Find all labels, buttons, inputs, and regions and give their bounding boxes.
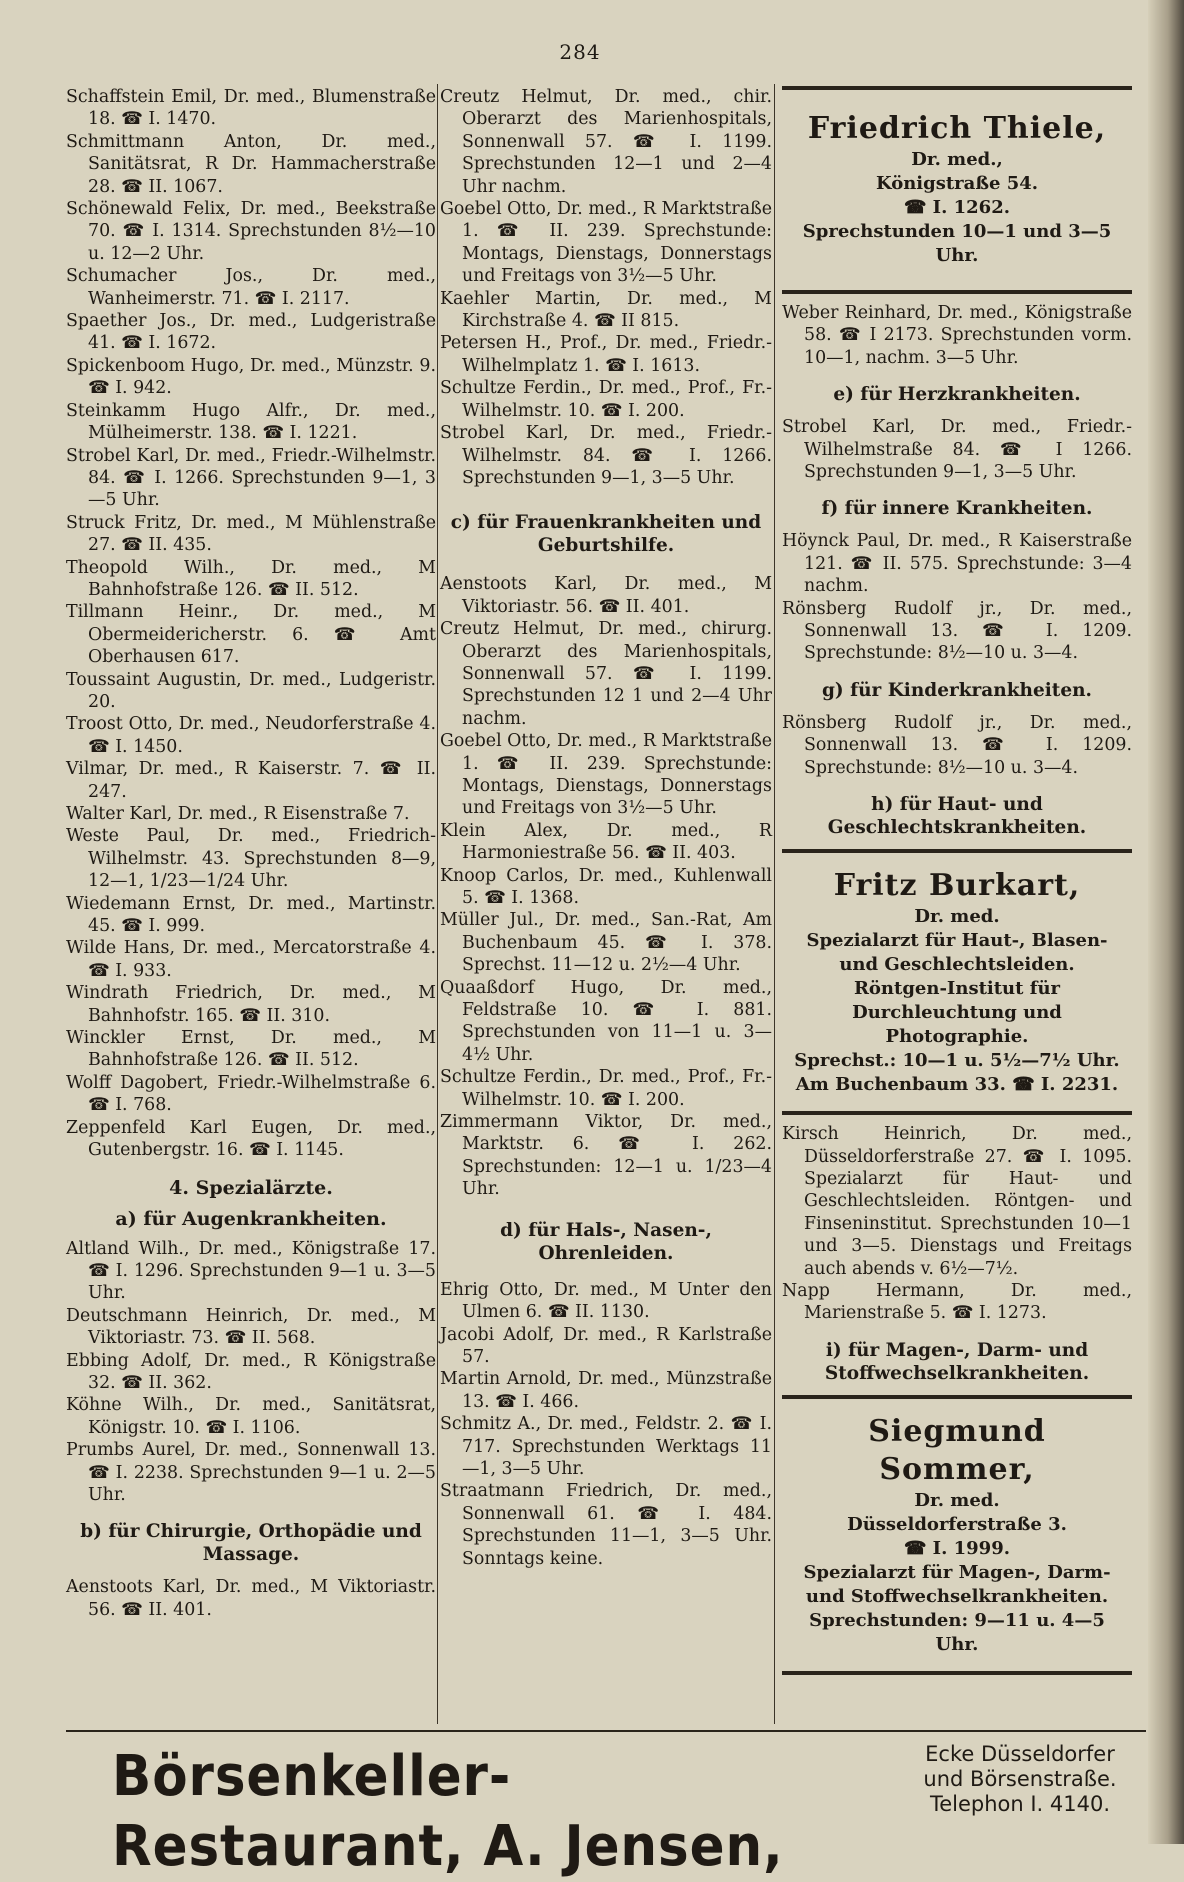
directory-entry: Toussaint Augustin, Dr. med., Ludgeristr. 20. <box>66 669 436 712</box>
directory-entry: Theopold Wilh., Dr. med., M Bahnhofstraße 126. ☎ II. 512. <box>66 557 436 600</box>
ad-phone: ☎ I. 1262. <box>903 197 1010 218</box>
footer-restaurant-name: Börsenkeller-Restaurant, A. Jensen, <box>112 1744 784 1879</box>
directory-entry: Aenstoots Karl, Dr. med., M Viktoriastr. 56. ☎ II. 401. <box>440 574 772 617</box>
subsection-title: c) für Frauenkrankheiten und Geburtshilfe. <box>450 512 762 557</box>
directory-entry: Goebel Otto, Dr. med., R Marktstraße 1. ☎ II. 239. Sprechstunde: Montags, Dienstags, Donnerstags und Freitags von 3½—5 Uhr. <box>440 199 772 287</box>
subsection-title: f) für innere Krankheiten. <box>821 498 1093 520</box>
column-divider <box>774 84 775 1724</box>
directory-entry: Zeppenfeld Karl Eugen, Dr. med., Gutenbergstr. 16. ☎ I. 1145. <box>66 1117 436 1161</box>
advertisement-sommer <box>782 1395 1132 1675</box>
directory-entry: Deutschmann Heinrich, Dr. med., M Viktoriastr. 73. ☎ II. 568. <box>66 1305 436 1349</box>
entry-list <box>66 1576 436 1621</box>
directory-entry: Köhne Wilh., Dr. med., Sanitätsrat, Königstr. 10. ☎ I. 1106. <box>66 1395 436 1438</box>
subsection-title: d) für Hals-, Nasen-, Ohrenleiden. <box>500 1219 712 1264</box>
directory-entry: Ehrig Otto, Dr. med., M Unter den Ulmen 6. ☎ II. 1130. <box>440 1279 772 1323</box>
subsection-title: i) für Magen-, Darm- und Stoffwechselkrankheiten. <box>824 1339 1090 1384</box>
column-2 <box>440 86 772 1570</box>
directory-entry: Altland Wilh., Dr. med., Königstraße 17. ☎ I. 1296. Sprechstunden 9—1 u. 3—5 Uhr. <box>66 1238 436 1304</box>
directory-entry: Schultze Ferdin., Dr. med., Prof., Fr.-Wilhelmstr. 10. ☎ I. 200. <box>440 378 772 421</box>
column-1 <box>66 86 436 1726</box>
directory-entry: Straatmann Friedrich, Dr. med., Sonnenwall 61. ☎ I. 484. Sprechstunden 11—1, 3—5 Uhr. Sonntags keine. <box>440 1481 772 1569</box>
footer-address-line: Telephon I. 4140. <box>929 1792 1111 1816</box>
subsection-title: e) für Herzkrankheiten. <box>833 384 1081 406</box>
ad-specialty: Spezialarzt für Haut-, Blasen- und Geschlechtsleiden. <box>806 930 1108 976</box>
footer-rule <box>66 1730 1146 1732</box>
subsection-title: h) für Haut- und Geschlechtskrankheiten. <box>827 794 1087 839</box>
ad-phone: ☎ I. 1999. <box>903 1537 1010 1559</box>
directory-entry: Spaether Jos., Dr. med., Ludgeristraße 41. ☎ I. 1672. <box>66 311 436 354</box>
ad-address: Düsseldorferstraße 3. <box>847 1513 1067 1535</box>
advertisement-burkart <box>782 849 1132 1115</box>
directory-entry: Troost Otto, Dr. med., Neudorferstraße 4. ☎ I. 1450. <box>66 714 436 757</box>
ad-name: Siegmund Sommer, <box>868 1413 1046 1487</box>
entry-list <box>440 86 772 489</box>
directory-entry: Martin Arnold, Dr. med., Münzstraße 13. ☎ I. 466. <box>440 1369 772 1412</box>
directory-entry: Weste Paul, Dr. med., Friedrich-Wilhelmstr. 43. Sprechstunden 8—9, 12—1, 1/23—1/24 Uhr. <box>66 826 436 892</box>
directory-entry: Rönsberg Rudolf jr., Dr. med., Sonnenwall 13. ☎ I. 1209. Sprechstunde: 8½—10 u. 3—4. <box>782 712 1132 778</box>
directory-entry: Napp Hermann, Dr. med., Marienstraße 5. ☎ I. 1273. <box>782 1280 1132 1324</box>
entry-list <box>782 712 1132 779</box>
directory-entry: Aenstoots Karl, Dr. med., M Viktoriastr. 56. ☎ II. 401. <box>66 1577 436 1620</box>
directory-entry: Wilde Hans, Dr. med., Mercatorstraße 4. ☎ I. 933. <box>66 938 436 981</box>
directory-entry: Höynck Paul, Dr. med., R Kaiserstraße 121. ☎ II. 575. Sprechstunde: 3—4 nachm. <box>782 531 1132 597</box>
footer-address-line: und Börsenstraße. <box>923 1767 1117 1791</box>
ad-name: Fritz Burkart, <box>833 868 1081 904</box>
ad-name: Friedrich Thiele, <box>807 111 1107 146</box>
ad-hours: Sprechstunden 10—1 und 3—5 Uhr. <box>802 221 1112 266</box>
entry-list <box>782 302 1132 369</box>
ad-address: Königstraße 54. <box>875 173 1039 194</box>
directory-entry: Strobel Karl, Dr. med., Friedr.-Wilhelmstr. 84. ☎ I. 1266. Sprechstunden 9—1, 3—5 Uhr. <box>440 423 772 488</box>
subsection-title: b) für Chirurgie, Orthopädie und Massage. <box>80 1521 422 1566</box>
directory-entry: Wolff Dagobert, Friedr.-Wilhelmstraße 6. ☎ I. 768. <box>66 1072 436 1116</box>
section-title: 4. Spezialärzte. <box>169 1176 333 1199</box>
directory-entry: Walter Karl, Dr. med., R Eisenstraße 7. <box>66 804 410 824</box>
directory-entry: Spickenboom Hugo, Dr. med., Münzstr. 9. ☎ I. 942. <box>66 355 436 399</box>
footer-address-line: Ecke Düsseldorfer <box>925 1742 1115 1766</box>
directory-entry: Schumacher Jos., Dr. med., Wanheimerstr. 71. ☎ I. 2117. <box>66 266 436 309</box>
entry-list <box>782 416 1132 483</box>
entry-list <box>66 86 436 1162</box>
directory-entry: Windrath Friedrich, Dr. med., M Bahnhofstr. 165. ☎ II. 310. <box>66 983 436 1026</box>
ad-institute: Röntgen-Institut für Durchleuchtung und Photographie. <box>852 978 1062 1048</box>
directory-entry: Struck Fritz, Dr. med., M Mühlenstraße 27. ☎ II. 435. <box>66 512 436 556</box>
entry-list <box>782 1123 1132 1325</box>
footer-address <box>900 1742 1140 1817</box>
directory-entry: Jacobi Adolf, Dr. med., R Karlstraße 57. <box>440 1324 772 1367</box>
directory-entry: Schönewald Felix, Dr. med., Beekstraße 70. ☎ I. 1314. Sprechstunden 8½—10 u. 12—2 Uhr. <box>66 199 436 264</box>
ad-title: Dr. med. <box>914 906 1000 928</box>
directory-entry: Quaaßdorf Hugo, Dr. med., Feldstraße 10. ☎ I. 881. Sprechstunden von 11—1 u. 3—4½ Uhr. <box>440 977 772 1065</box>
column-divider <box>437 84 438 1724</box>
directory-entry: Creutz Helmut, Dr. med., chir. Oberarzt des Marienhospitals, Sonnenwall 57. ☎ I. 1199. Sprechstunden 12—1 und 2—4 Uhr nachm. <box>440 87 772 197</box>
directory-entry: Goebel Otto, Dr. med., R Marktstraße 1. ☎ II. 239. Sprechstunde: Montags, Dienstags, Donnerstags und Freitags von 3½—5 Uhr. <box>440 731 772 819</box>
advertisement-thiele <box>782 86 1132 294</box>
subsection-title: a) für Augenkrankheiten. <box>115 1207 387 1230</box>
directory-entry: Schultze Ferdin., Dr. med., Prof., Fr.-Wilhelmstr. 10. ☎ I. 200. <box>440 1067 772 1110</box>
page-number: 284 <box>559 40 601 64</box>
directory-entry: Strobel Karl, Dr. med., Friedr.-Wilhelmstraße 84. ☎ I 1266. Sprechstunden 9—1, 3—5 Uhr. <box>782 417 1132 483</box>
ad-specialty: Spezialarzt für Magen-, Darm- und Stoffwechselkrankheiten. <box>803 1561 1111 1607</box>
column-3 <box>782 86 1132 1683</box>
ad-title: Dr. med., <box>911 149 1003 170</box>
directory-entry: Steinkamm Hugo Alfr., Dr. med., Mülheimerstr. 138. ☎ I. 1221. <box>66 400 436 444</box>
directory-entry: Winckler Ernst, Dr. med., M Bahnhofstraße 126. ☎ II. 512. <box>66 1028 436 1071</box>
directory-entry: Rönsberg Rudolf jr., Dr. med., Sonnenwall 13. ☎ I. 1209. Sprechstunde: 8½—10 u. 3—4. <box>782 598 1132 664</box>
directory-entry: Kirsch Heinrich, Dr. med., Düsseldorferstraße 27. ☎ I. 1095. Spezialarzt für Haut- und Geschlechtsleiden. Röntgen- und Finseninstitut. Sprechstunden 10—1 und 3—5. Dienstags und Freitags auch abends v. 6½—7½. <box>782 1124 1132 1279</box>
directory-entry: Müller Jul., Dr. med., San.-Rat, Am Buchenbaum 45. ☎ I. 378. Sprechst. 11—12 u. 2½—4 Uhr. <box>440 910 772 976</box>
ad-hours: Sprechst.: 10—1 u. 5½—7½ Uhr. <box>794 1050 1120 1072</box>
ad-address: Am Buchenbaum 33. ☎ I. 2231. <box>795 1074 1119 1096</box>
directory-entry: Schmitz A., Dr. med., Feldstr. 2. ☎ I. 717. Sprechstunden Werktags 11—1, 3—5 Uhr. <box>440 1414 772 1479</box>
directory-entry: Klein Alex, Dr. med., R Harmoniestraße 56. ☎ II. 403. <box>440 820 772 864</box>
directory-entry: Ebbing Adolf, Dr. med., R Königstraße 32. ☎ II. 362. <box>66 1350 436 1393</box>
directory-entry: Kaehler Martin, Dr. med., M Kirchstraße 4. ☎ II 815. <box>440 288 772 332</box>
directory-entry: Knoop Carlos, Dr. med., Kuhlenwall 5. ☎ I. 1368. <box>440 865 772 908</box>
directory-entry: Prumbs Aurel, Dr. med., Sonnenwall 13. ☎ I. 2238. Sprechstunden 9—1 u. 2—5 Uhr. <box>66 1440 436 1505</box>
directory-entry: Strobel Karl, Dr. med., Friedr.-Wilhelmstr. 84. ☎ I. 1266. Sprechstunden 9—1, 3—5 Uhr. <box>66 445 436 511</box>
book-spine-edge <box>1148 0 1184 1844</box>
entry-list <box>440 1279 772 1570</box>
entry-list <box>66 1238 436 1507</box>
directory-entry: Creutz Helmut, Dr. med., chirurg. Oberarzt des Marienhospitals, Sonnenwall 57. ☎ I. 1199. Sprechstunden 12 1 und 2—4 Uhr nachm. <box>440 619 772 729</box>
entry-list <box>440 573 772 1200</box>
ad-hours: Sprechstunden: 9—11 u. 4—5 Uhr. <box>809 1609 1105 1655</box>
directory-entry: Petersen H., Prof., Dr. med., Friedr.-Wilhelmplatz 1. ☎ I. 1613. <box>440 333 772 376</box>
directory-entry: Schaffstein Emil, Dr. med., Blumenstraße 18. ☎ I. 1470. <box>66 87 436 130</box>
subsection-title: g) für Kinderkrankheiten. <box>821 679 1092 701</box>
directory-entry: Tillmann Heinr., Dr. med., M Obermeidericherstr. 6. ☎ Amt Oberhausen 617. <box>66 602 436 668</box>
ad-title: Dr. med. <box>914 1489 1000 1511</box>
entry-list <box>782 530 1132 664</box>
directory-entry: Zimmermann Viktor, Dr. med., Marktstr. 6. ☎ I. 262. Sprechstunden: 12—1 u. 1/23—4 Uhr. <box>440 1112 772 1200</box>
directory-entry: Wiedemann Ernst, Dr. med., Martinstr. 45. ☎ I. 999. <box>66 893 436 937</box>
directory-entry: Schmittmann Anton, Dr. med., Sanitätsrat, R Dr. Hammacherstraße 28. ☎ II. 1067. <box>66 131 436 197</box>
directory-entry: Vilmar, Dr. med., R Kaiserstr. 7. ☎ II. 247. <box>66 759 436 802</box>
directory-entry: Weber Reinhard, Dr. med., Königstraße 58. ☎ I 2173. Sprechstunden vorm. 10—1, nachm. 3—5 Uhr. <box>782 303 1132 368</box>
